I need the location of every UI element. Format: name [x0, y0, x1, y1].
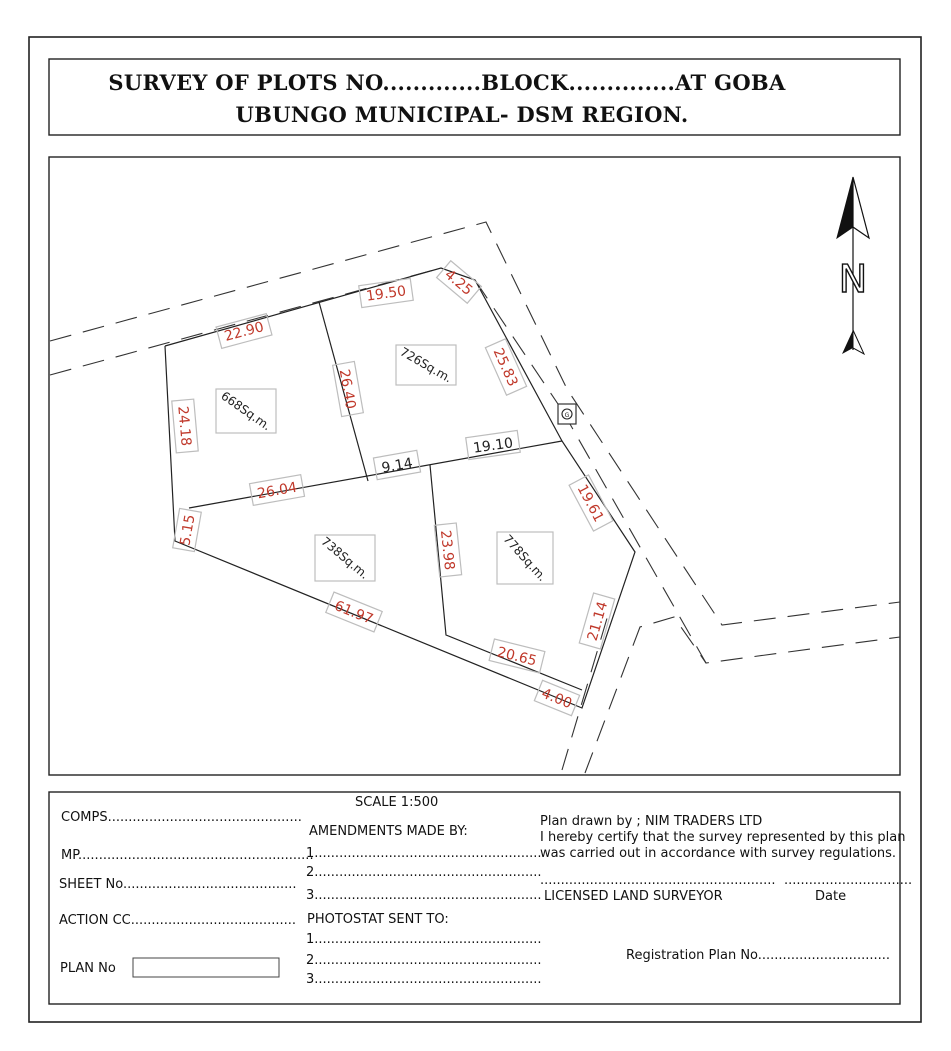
label-19-10 — [466, 430, 521, 459]
label-5-15 — [173, 508, 202, 551]
footer-left-column — [59, 810, 314, 977]
svg-text:26.40: 26.40 — [335, 368, 359, 411]
certification-line-2: was carried out in accordance with survey regulations. — [540, 846, 897, 861]
amendment-line-1: 1....................................................... — [306, 846, 542, 861]
certification-line-1: I hereby certify that the survey represented by this plan — [540, 830, 906, 845]
svg-text:9.14: 9.14 — [380, 455, 414, 477]
area-plot-738 — [292, 505, 397, 610]
svg-text:19.10: 19.10 — [472, 435, 515, 457]
title-line-2: UBUNGO MUNICIPAL- DSM REGION. — [235, 102, 689, 127]
surveyor-signature-line: ......................................................... — [540, 873, 776, 888]
svg-text:668Sq.m.: 668Sq.m. — [218, 388, 274, 434]
svg-text:4.25: 4.25 — [441, 266, 476, 299]
svg-text:24.18: 24.18 — [174, 405, 194, 447]
beacon-marker — [558, 404, 576, 424]
date-signature-line: ............................... — [784, 873, 913, 888]
svg-text:19.61: 19.61 — [573, 482, 607, 525]
map-drawing — [50, 177, 900, 773]
svg-text:21.14: 21.14 — [584, 599, 612, 643]
date-label: Date — [815, 889, 847, 904]
area-plot-668 — [195, 361, 296, 461]
north-label: N — [838, 257, 868, 301]
road-edge-junction — [562, 410, 900, 663]
label-21-14 — [579, 593, 614, 649]
title-line-1: SURVEY OF PLOTS NO.............BLOCK..............AT GOBA — [108, 70, 786, 95]
surveyor-label: LICENSED LAND SURVEYOR — [544, 889, 723, 904]
label-9-14 — [373, 450, 420, 479]
label-20-65 — [489, 639, 545, 673]
north-arrow-icon — [837, 177, 869, 354]
label-26-04 — [249, 475, 304, 506]
plan-no-label: PLAN No — [60, 961, 116, 976]
map-frame — [49, 157, 900, 775]
amendment-line-3: 3....................................................... — [306, 888, 542, 903]
svg-text:22.90: 22.90 — [222, 319, 266, 345]
svg-text:738Sq.m.: 738Sq.m. — [318, 534, 372, 582]
label-24-18 — [172, 399, 198, 453]
plan-drawn-by: Plan drawn by ; NIM TRADERS LTD — [540, 814, 763, 829]
svg-text:23.98: 23.98 — [436, 529, 458, 571]
road-edges — [50, 222, 900, 773]
label-61-97 — [326, 592, 382, 632]
svg-text:20.65: 20.65 — [495, 644, 539, 670]
svg-text:5.15: 5.15 — [177, 513, 199, 547]
svg-text:778Sq.m.: 778Sq.m. — [500, 531, 550, 585]
registration-plan-no: Registration Plan No................................ — [626, 948, 890, 963]
svg-text:26.04: 26.04 — [256, 479, 299, 503]
area-plot-726 — [379, 319, 474, 411]
footer-right-column — [540, 814, 912, 963]
svg-text:4.00: 4.00 — [539, 685, 575, 713]
svg-text:726Sq.m.: 726Sq.m. — [397, 344, 455, 386]
footer-middle-column — [306, 795, 542, 987]
comps-field: COMPS............................................... — [61, 810, 302, 825]
label-22-90 — [216, 314, 272, 349]
label-4-25 — [437, 261, 482, 304]
label-19-61 — [569, 475, 613, 531]
svg-text:G: G — [564, 412, 570, 419]
photostat-line-3: 3....................................................... — [306, 972, 542, 987]
label-26-40 — [333, 361, 364, 416]
plan-no-box — [133, 958, 279, 977]
photostat-heading: PHOTOSTAT SENT TO: — [307, 912, 449, 927]
action-cc-field: ACTION CC........................................ — [59, 913, 297, 928]
amendments-heading: AMENDMENTS MADE BY: — [309, 824, 468, 839]
scale-label: SCALE 1:500 — [355, 795, 439, 810]
photostat-line-2: 2....................................................... — [306, 953, 542, 968]
svg-text:25.83: 25.83 — [489, 345, 521, 389]
amendment-line-2: 2....................................................... — [306, 865, 542, 880]
sheet-no-field: SHEET No.......................................... — [59, 877, 297, 892]
photostat-line-1: 1....................................................... — [306, 932, 542, 947]
mp-field: MP......................................................... — [61, 848, 314, 863]
svg-text:19.50: 19.50 — [365, 283, 408, 305]
area-plot-778 — [471, 504, 579, 612]
label-4-00 — [534, 680, 579, 715]
svg-text:61.97: 61.97 — [332, 598, 376, 628]
